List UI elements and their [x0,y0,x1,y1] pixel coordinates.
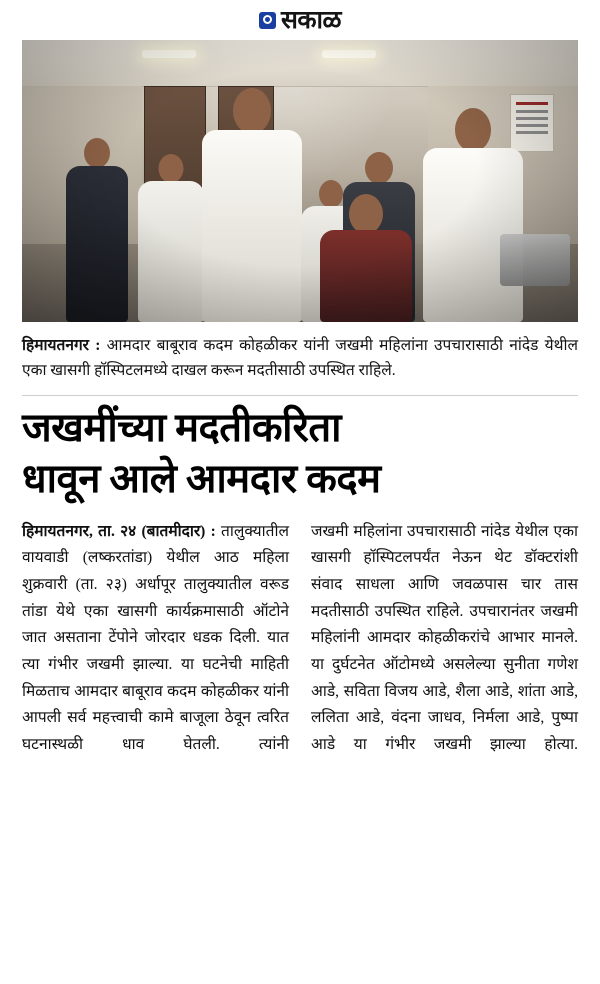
photo-scene [22,40,578,322]
caption-text: आमदार बाबूराव कदम कोहळीकर यांनी जखमी महिलांना उपचारासाठी नांदेड येथील एका खासगी हॉस्पिटलमध्ये दाखल करून मदतीसाठी उपस्थित राहिले. [22,337,579,380]
article-column-1 [22,519,289,759]
article-dateline: हिमायतनगर, ता. २४ (बातमीदार) : [22,522,216,540]
news-photo [22,40,578,322]
headline-line-1: जखमींच्या मदतीकरिता [22,405,341,451]
photo-vignette [22,40,578,322]
divider [22,395,578,396]
page-bottom-spacer [22,759,578,769]
article-body [22,519,578,759]
page-title [22,402,578,504]
sakal-logo-icon [259,12,276,29]
headline-line-2: धावून आले आमदार कदम [22,456,381,502]
masthead [22,0,578,40]
article-column-1-text: तालुक्यातील वायवाडी (लष्करतांडा) येथील आठ महिला शुक्रवारी (ता. २३) अर्धापूर तालुक्यातील वरूड तांडा येथे एका खासगी कार्यक्रमासाठी ऑटोने जात असताना टेंपोने जोरदार धडक दिली. यात त्या गंभीर जखमी झाल्या. या घटनेची माहिती मिळताच आमदार बाबूराव कदम कोहळीकर यांनी आपली सर्व महत्त्वाची कामे बाजूला ठेवून त्वरित घटनास्थळी धाव घेतली. त्यांनी [22,522,290,753]
caption-dateline: हिमायतनगर : [22,337,101,354]
article-column-2-text: जखमी महिलांना उपचारासाठी नांदेड येथील एका खासगी हॉस्पिटलपर्यंत नेऊन थेट डॉक्टरांशी संवाद साधला आणि जवळपास चार तास मदतीसाठी उपस्थित राहिले. उपचारानंतर जखमी महिलांनी आमदार कोहळीकरांचे आभार मानले. या दुर्घटनेत ऑटोमध्ये असलेल्या सुनीता गणेश आडे, सविता विजय आडे, शैला आडे, शांता आडे, ललिता आडे, वंदना जाधव, निर्मला आडे, पुष्पा आडे या गंभीर जखमी झाल्या होत्या. [311,522,578,753]
article-column-2 [311,519,578,759]
masthead-title: सकाळ [280,6,342,34]
photo-caption [22,333,578,383]
